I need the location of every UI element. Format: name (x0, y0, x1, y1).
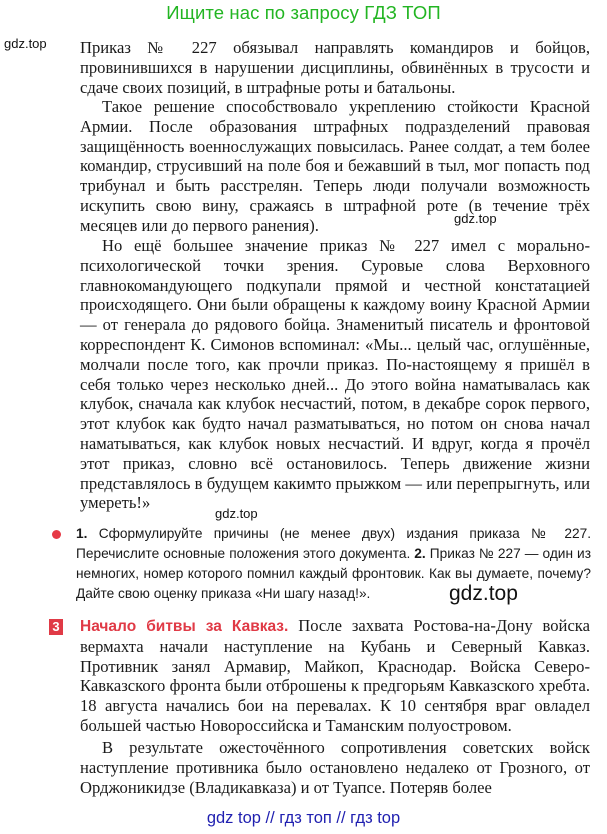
section-number-badge: 3 (49, 619, 63, 635)
section-3-text: После захвата Ростова-на-Дону войска вермахта начали наступление на Кубань и Северный Кавказ. Противник занял Армавир, Майкоп, Краснодар. Войска Северо-Кавказского фронта были отброшены к предгорьям Кавказского хребта. 18 августа начались бои на перевалах. К 10 сентября враг овладел большей частью Новороссийска и Таманским полуостровом. (80, 616, 590, 735)
top-banner: Ищите нас по запросу ГДЗ ТОП (166, 2, 441, 23)
paragraph-resistance: В результате ожесточённого сопротивления советских войск наступление противника было остановлено недалеко от Грозного, от Орджоникидзе (Владикавказа) и от Туапсе. Потеряв более (80, 738, 590, 797)
task-number-1: 1. (76, 526, 88, 541)
paragraph-moral-significance: Но ещё большее значение приказ № 227 имел с морально-психологической точки зрения. Суровые слова Верховного главнокомандующего подкупали прямой и честной констатацией происходящего. Они были обращены к каждому воину Красной Армии — от генерала до рядового бойца. Знаменитый писатель и фронтовой корреспондент К. Симонов вспоминал: «Мы... целый час, оглушённые, молчали после того, как прочли приказ. По-настоящему я пришёл в себя только через несколько дней... До этого война наматывалась как клубок, сначала как клубок несчастий, потом, в декабре сорок первого, этот клубок как будто начал разматываться, но потом он снова начал наматываться, как клубок новых несчастий. И вдруг, когда я прочёл этот приказ, словно всё остановилось. Теперь движение жизни представлялось в будущем какимто прыжком — или перепрыгнуть, или умереть!» (80, 236, 590, 513)
task-questions (76, 524, 591, 604)
task-text-1: Сформулируйте причины (не менее двух) издания приказа № 227. Перечислите основные положения этого документа. (76, 526, 591, 561)
footer-links: gdz top // гдз топ // гдз top (206, 809, 401, 827)
section-3-paragraph (80, 616, 590, 736)
watermark-large: gdz.top (449, 582, 518, 605)
task-number-2: 2. (414, 546, 426, 561)
watermark-mid-2: gdz.top (215, 506, 258, 521)
section-3-title: Начало битвы за Кавказ. (80, 618, 289, 635)
watermark-mid-1: gdz.top (454, 211, 497, 226)
paragraph-penal-units: Такое решение способствовало укреплению стойкости Красной Армии. После образования штрафных подразделений правовая защищённость военнослужащих повысилась. Ранее солдат, а тем более командир, струсивший на поле боя и бежавший в тыл, мог попасть под трибунал и быть расстрелян. Теперь люди получали возможность искупить свою вину, сражаясь в штрафной роте (в течение трёх месяцев или до первого ранения). (80, 97, 590, 235)
watermark-left: gdz.top (4, 36, 47, 51)
paragraph-order-227: Приказ № 227 обязывал направлять командиров и бойцов, провинившихся в нарушении дисциплины, обвинённых в трусости и сдаче своих позиций, в штрафные роты и батальоны. (80, 38, 590, 97)
circle-bullet-icon (52, 530, 61, 539)
task-text-2: Приказ № 227 — один из немногих, номер которого помнил каждый фронтовик. Как вы думаете, почему? Дайте свою оценку приказа «Ни шагу назад!». (76, 546, 591, 601)
